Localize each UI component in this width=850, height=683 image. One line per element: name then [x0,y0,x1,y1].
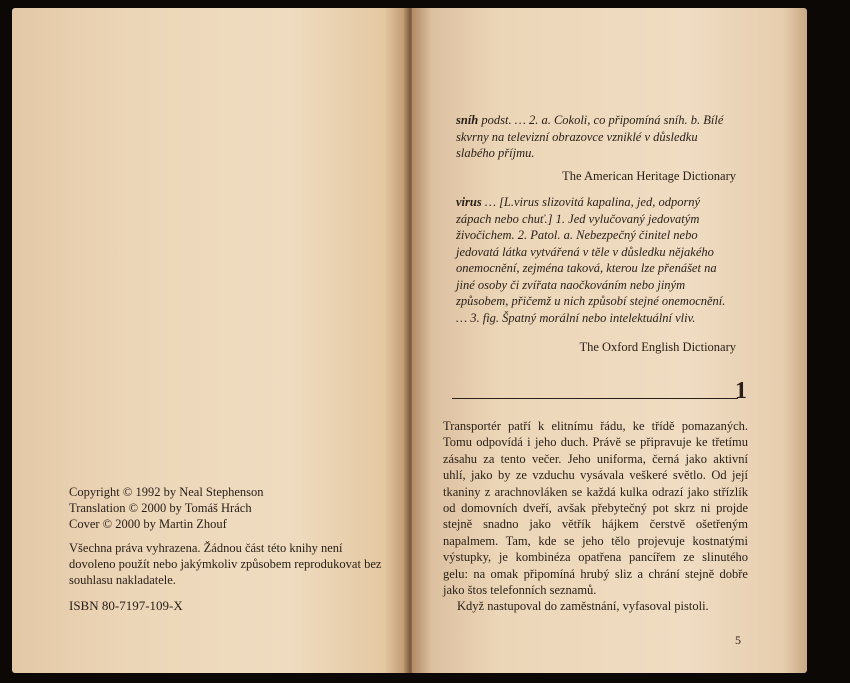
definition-headword: sníh [456,113,479,127]
left-page [12,8,408,673]
definition-source: The Oxford English Dictionary [579,340,736,354]
chapter-rule [452,398,738,399]
right-page [412,8,807,673]
definition-headword: virus [456,195,482,209]
copyright-block [69,484,389,532]
page-number: 5 [735,633,741,647]
chapter-text [443,418,748,615]
chapter-number: 1 [735,378,747,404]
definition-entry [456,194,736,326]
definition-source: The American Heritage Dictionary [562,169,736,183]
definition-text: podst. … 2. a. Cokoli, co připomíná sníh. b. Bílé skvrny na televizní obrazovce vzniklé v důsledku slabého příjmu. [456,113,724,160]
definition-text: … [L.virus slizovitá kapalina, jed, odporný zápach nebo chuť.] 1. Jed vylučovaný jedovatým živočichem. 2. Patol. a. Nebezpečný činitel nebo jedovatá látka vytvářená v těle v důsledku nějakého onemocnění, zejména taková, kterou lze přenášet na jiné osoby či zvířata naočkováním nebo jiným způsobem, přičemž u nich způsobí stejné onemocnění. … 3. fig. Špatný morální nebo intelektuální vliv. [456,195,726,325]
rights-notice: Všechna práva vyhrazena. Žádnou část této knihy není dovoleno použít nebo jakýmkoliv způsobem reprodukovat bez souhlasu nakladatele. [69,541,382,587]
paragraph: Když nastupoval do zaměstnání, vyfasoval pistoli. [457,599,709,614]
copyright-line: Cover © 2000 by Martin Zhouf [69,517,227,531]
copyright-line: Copyright © 1992 by Neal Stephenson [69,485,264,499]
definition-entry [456,112,736,162]
isbn: ISBN 80-7197-109-X [69,598,183,613]
copyright-line: Translation © 2000 by Tomáš Hrách [69,501,252,515]
paragraph: Transportér patří k elitnímu řádu, ke třídě pomazaných. Tomu odpovídá i jeho duch. Právě se připravuje ke třetímu zásahu za tento večer. Jeho uniforma, černá jako aktivní uhlí, jako by ze vzduchu vysávala veškeré světlo. Od její tkaniny z arachnovláken se každá kulka odrazí jako střízlík od domovních dveří, avšak přebytečný pot skrz ni projde stejně snadno jako větřík hájkem čerstvě ošetřeným napalmem. Tam, kde se jeho tělo projevuje kostnatými výstupky, je kombinéza opatřena pancířem ze slinutého gelu: na omak připomíná hrubý sliz a chrání stejně dobře jako štos telefonních seznamů. [443,419,748,598]
